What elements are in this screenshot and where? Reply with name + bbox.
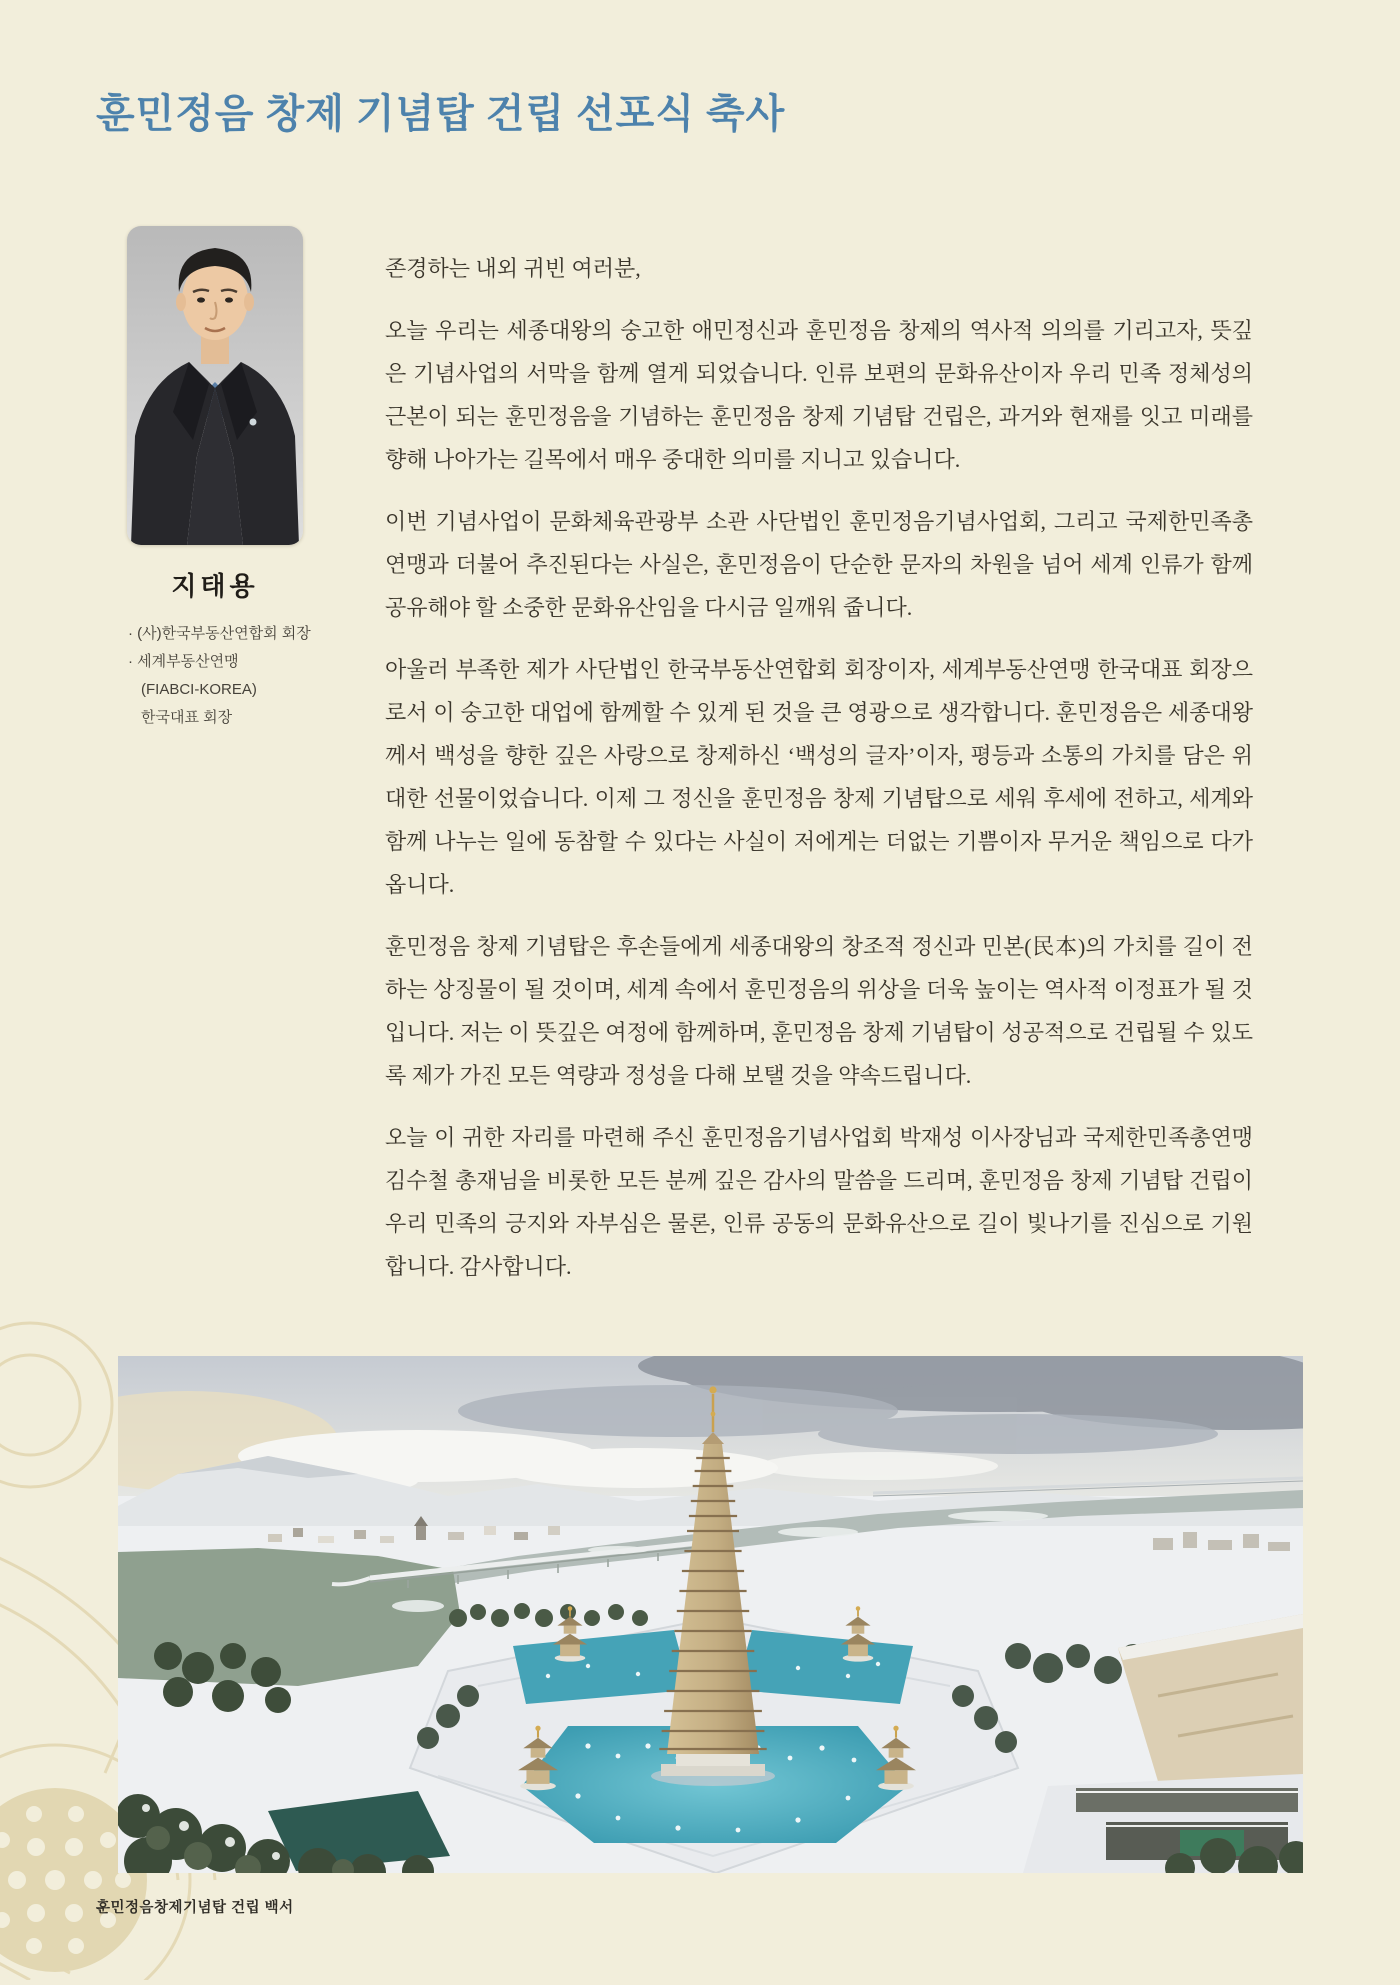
- speaker-name: 지태용: [171, 572, 259, 601]
- speech-paragraph: 오늘 우리는 세종대왕의 숭고한 애민정신과 훈민정음 창제의 역사적 의의를 기리고자, 뜻깊은 기념사업의 서막을 함께 열게 되었습니다. 인류 보편의 문화유산이자 우리 민족 정체성의 근본이 되는 훈민정음을 기념하는 훈민정음 창제 기념탑 건립은, 과거와 현재를 잇고 미래를 향해 나아가는 길목에서 매우 중대한 의미를 지니고 있습니다.: [385, 318, 1253, 472]
- speaker-portrait: [127, 226, 303, 545]
- speech-paragraph: 이번 기념사업이 문화체육관광부 소관 사단법인 훈민정음기념사업회, 그리고 국제한민족총연맹과 더불어 추진된다는 사실은, 훈민정음이 단순한 문자의 차원을 넘어 세계 인류가 함께 공유해야 할 소중한 문화유산임을 다시금 일깨워 줍니다.: [385, 509, 1253, 620]
- credential-line: · 세계부동산연맹: [128, 653, 239, 670]
- speech-paragraph: 오늘 이 귀한 자리를 마련해 주신 훈민정음기념사업회 박재성 이사장님과 국제한민족총연맹 김수철 총재님을 비롯한 모든 분께 깊은 감사의 말씀을 드리며, 훈민정음 창제 기념탑 건립이 우리 민족의 긍지와 자부심은 물론, 인류 공동의 문화유산으로 길이 빛나기를 진심으로 기원합니다. 감사합니다.: [385, 1125, 1253, 1279]
- speech-paragraph: 아울러 부족한 제가 사단법인 한국부동산연합회 회장이자, 세계부동산연맹 한국대표 회장으로서 이 숭고한 대업에 함께할 수 있게 된 것을 큰 영광으로 생각합니다. 훈민정음은 세종대왕께서 백성을 향한 깊은 사랑으로 창제하신 ‘백성의 글자’이자, 평등과 소통의 가치를 담은 위대한 선물이었습니다. 이제 그 정신을 훈민정음 창제 기념탑으로 세워 후세에 전하고, 세계와 함께 나누는 일에 동참할 수 있다는 사실이 저에게는 더없는 기쁨이자 무거운 책임으로 다가옵니다.: [385, 657, 1253, 897]
- footer-caption: 훈민정음창제기념탑 건립 백서: [96, 1900, 294, 1916]
- speech-paragraph: 존경하는 내외 귀빈 여러분,: [385, 256, 641, 281]
- speaker-credentials: [128, 620, 338, 732]
- memorial-tower-rendering: [118, 1356, 1303, 1873]
- speech-body: [385, 247, 1253, 1307]
- credential-line: 한국대표 회장: [141, 709, 233, 726]
- credential-line: · (사)한국부동산연합회 회장: [128, 625, 311, 642]
- speech-paragraph: 훈민정음 창제 기념탑은 후손들에게 세종대왕의 창조적 정신과 민본(民本)의 가치를 길이 전하는 상징물이 될 것이며, 세계 속에서 훈민정음의 위상을 더욱 높이는 역사적 이정표가 될 것입니다. 저는 이 뜻깊은 여정에 함께하며, 훈민정음 창제 기념탑이 성공적으로 건립될 수 있도록 제가 가진 모든 역량과 정성을 다해 보탤 것을 약속드립니다.: [385, 934, 1253, 1088]
- credential-line: (FIABCI-KOREA): [141, 681, 257, 698]
- page-title: 훈민정음 창제 기념탑 건립 선포식 축사: [96, 91, 786, 136]
